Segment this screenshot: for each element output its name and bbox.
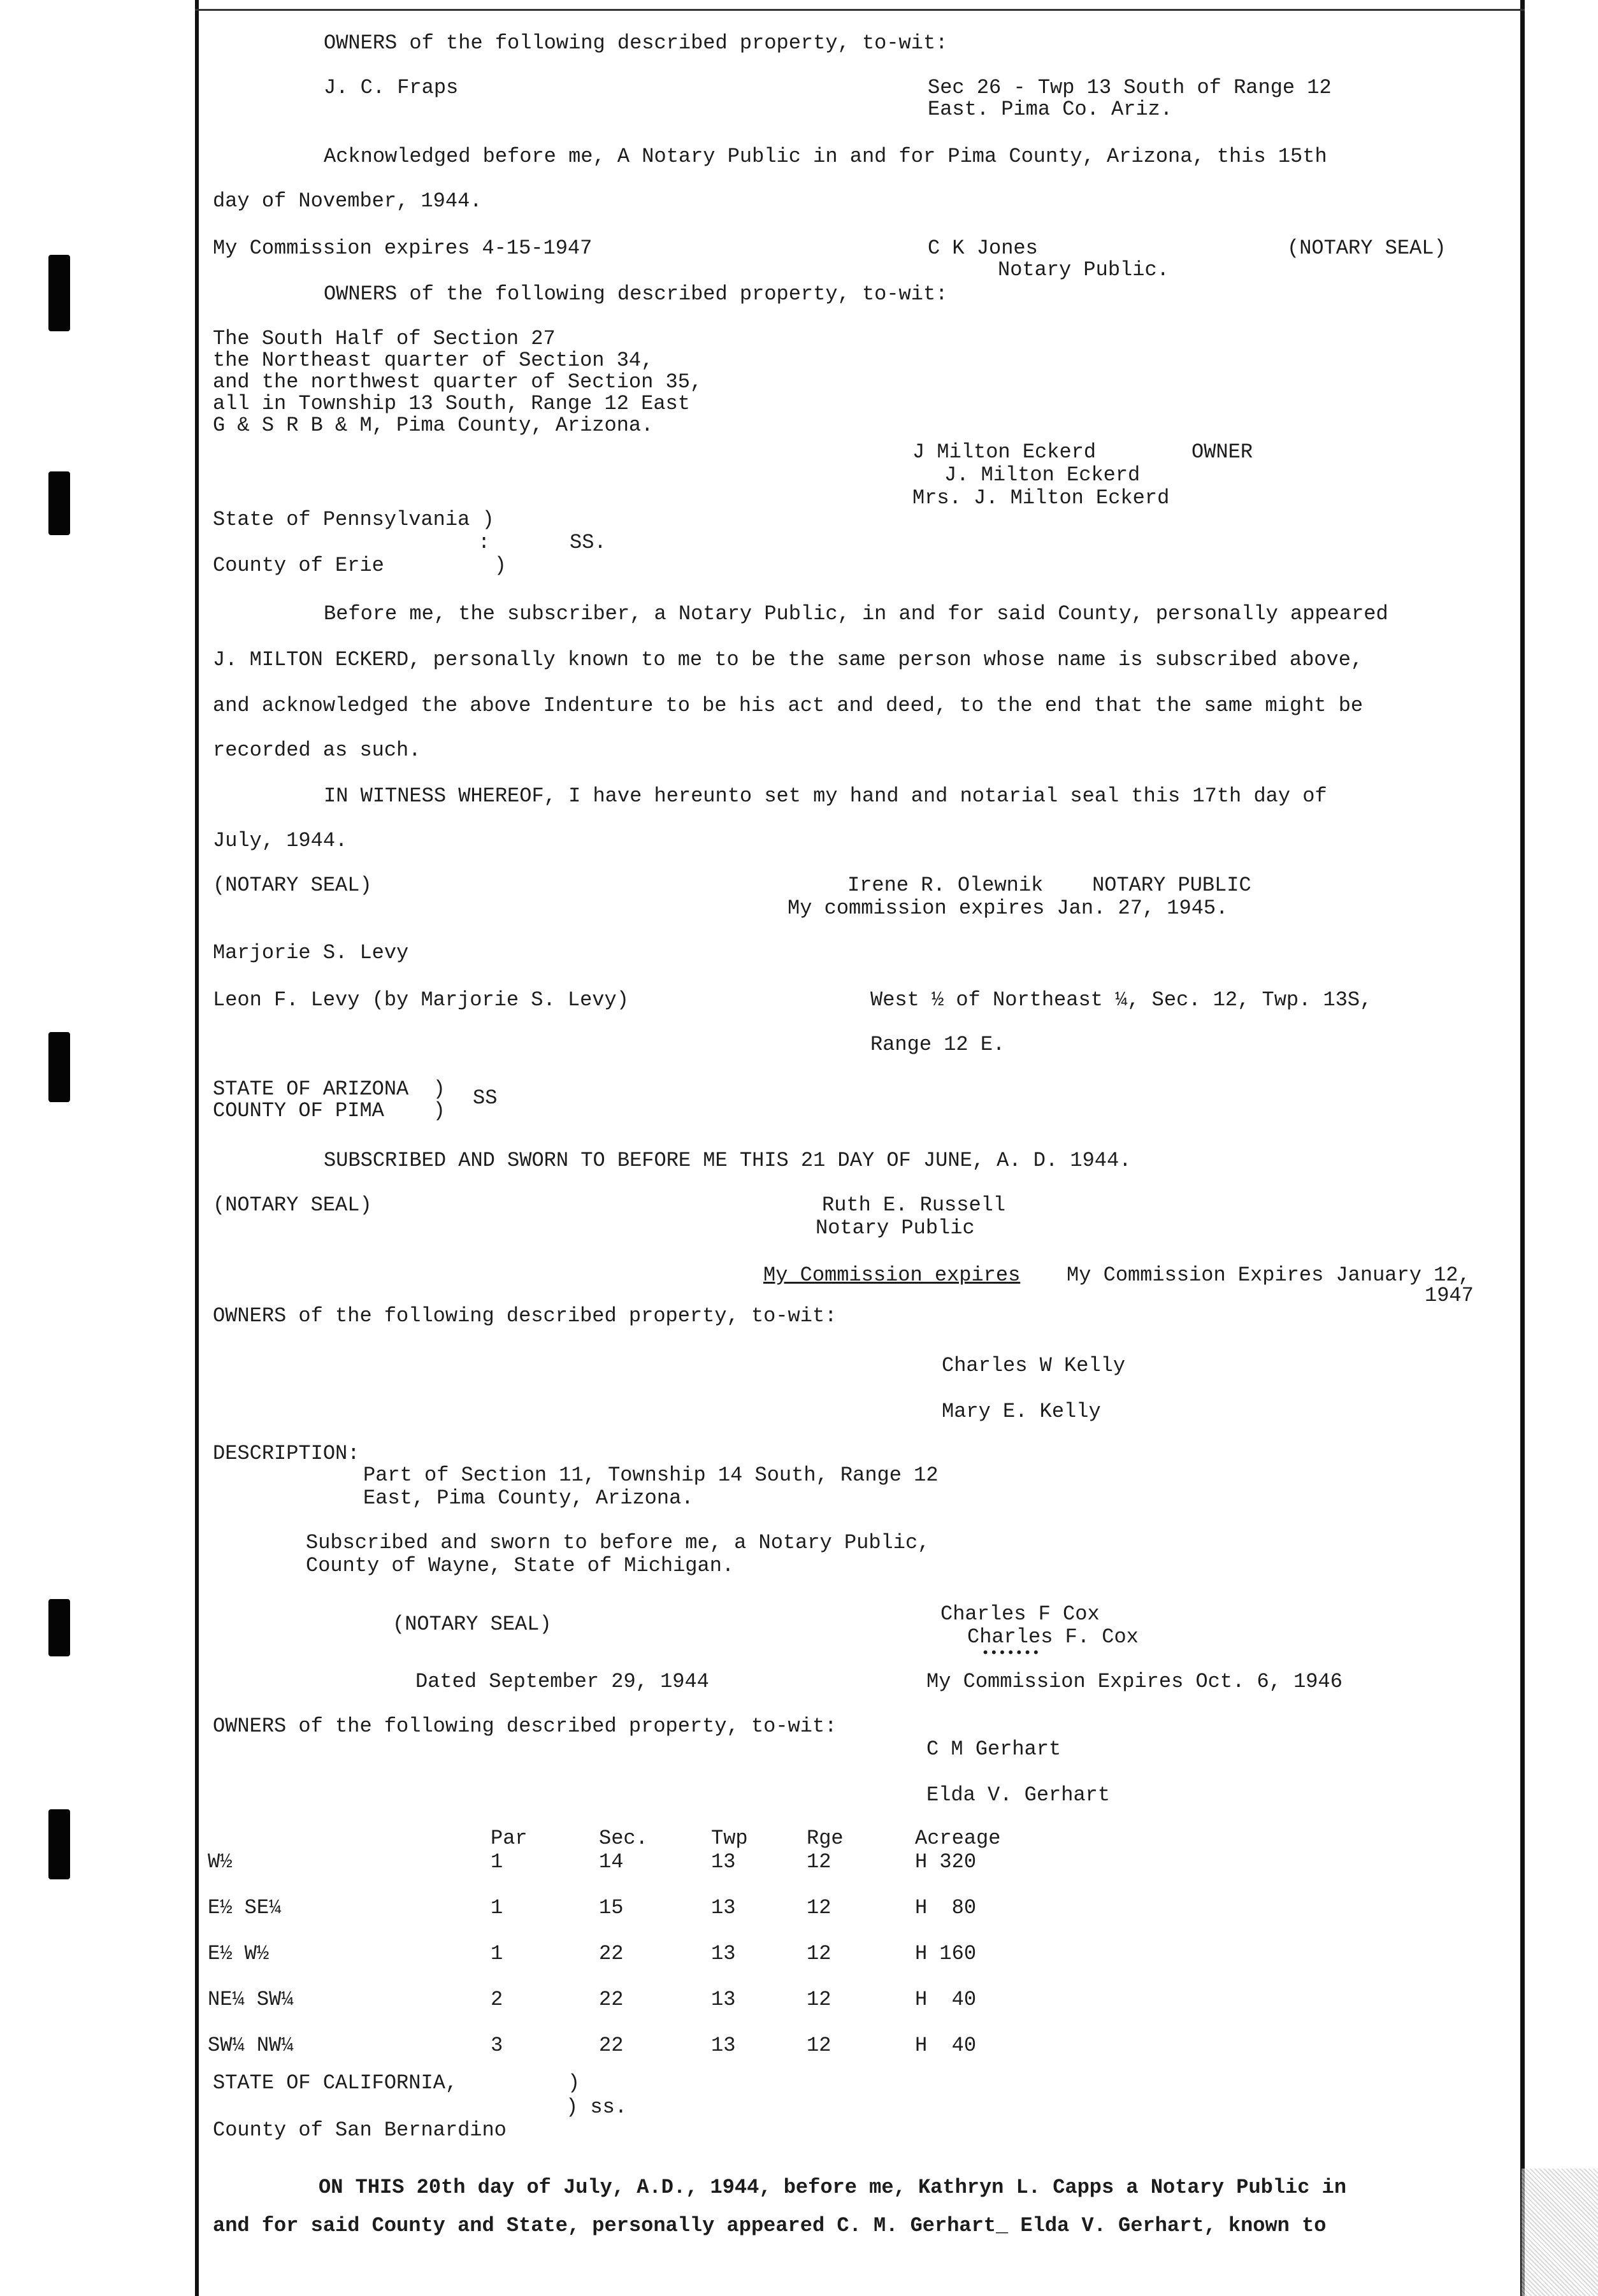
description-label: DESCRIPTION: bbox=[213, 1442, 360, 1465]
owners-heading: OWNERS of the following described property, to-wit: bbox=[324, 282, 948, 306]
parcel-par: 1 bbox=[491, 1896, 503, 1919]
commission-expiry: My Commission expires 4-15-1947 bbox=[213, 236, 593, 260]
venue-ss: SS. bbox=[570, 531, 607, 554]
sworn-statement: SUBSCRIBED AND SWORN TO BEFORE ME THIS 21 DAY OF JUNE, A. D. 1944. bbox=[324, 1149, 1132, 1172]
commission-expiry: My Commission Expires Oct. 6, 1946 bbox=[926, 1670, 1342, 1693]
property-description: Sec 26 - Twp 13 South of Range 12 bbox=[928, 76, 1332, 99]
parcel-range: 12 bbox=[807, 1850, 831, 1874]
table-row bbox=[208, 1850, 1074, 1874]
acknowledgment-text: day of November, 1944. bbox=[213, 189, 482, 213]
table-row bbox=[208, 2011, 1074, 2057]
dated-line: Dated September 29, 1944 bbox=[415, 1670, 709, 1693]
parcel-range: 12 bbox=[807, 1988, 831, 2011]
notary-signature: Irene R. Olewnik NOTARY PUBLIC bbox=[847, 873, 1251, 897]
venue-state: State of Pennsylvania ) bbox=[213, 508, 494, 531]
venue-state: STATE OF CALIFORNIA, ) bbox=[213, 2071, 580, 2095]
owner-name: Leon F. Levy (by Marjorie S. Levy) bbox=[213, 988, 629, 1012]
table-row bbox=[208, 1919, 1074, 1965]
owner-name: J. Milton Eckerd bbox=[944, 463, 1141, 487]
parcel-description: NE¼ SW¼ bbox=[208, 1988, 294, 2011]
acknowledgment-text: J. MILTON ECKERD, personally known to me to be the same person whose name is subscribed above, bbox=[213, 648, 1364, 671]
owner-name: C M Gerhart bbox=[926, 1737, 1062, 1761]
binder-punch-hole bbox=[48, 471, 70, 535]
parcel-township: 13 bbox=[711, 1988, 736, 2011]
acknowledgment-text: and for said County and State, personally appeared C. M. Gerhart_ Elda V. Gerhart, known to bbox=[213, 2214, 1327, 2237]
owner-name: Elda V. Gerhart bbox=[926, 1783, 1111, 1807]
column-header: Sec. bbox=[599, 1826, 648, 1850]
venue-county: County of San Bernardino bbox=[213, 2118, 507, 2142]
parcel-description: W½ bbox=[208, 1850, 233, 1874]
venue-state: STATE OF ARIZONA ) bbox=[213, 1077, 445, 1101]
witness-text: IN WITNESS WHEREOF, I have hereunto set my hand and notarial seal this 17th day of bbox=[324, 784, 1327, 808]
table-header-row bbox=[208, 1826, 1074, 1850]
binder-punch-hole bbox=[48, 1599, 70, 1656]
parcel-section: 22 bbox=[599, 2034, 624, 2057]
parcel-par: 1 bbox=[491, 1850, 503, 1874]
owners-heading: OWNERS of the following described property, to-wit: bbox=[213, 1714, 837, 1738]
notary-signature: Charles F Cox bbox=[940, 1602, 1100, 1626]
left-margin-rule bbox=[195, 0, 199, 2296]
owner-name: J. C. Fraps bbox=[324, 76, 459, 99]
owner-name: Marjorie S. Levy bbox=[213, 941, 409, 965]
signature-dots: ••••••• bbox=[981, 1646, 1040, 1661]
binder-punch-hole bbox=[48, 255, 70, 331]
notary-title: Notary Public. bbox=[998, 258, 1169, 282]
sworn-statement: County of Wayne, State of Michigan. bbox=[306, 1554, 735, 1577]
parcel-par: 3 bbox=[491, 2034, 503, 2057]
acknowledgment-text: ON THIS 20th day of July, A.D., 1944, before me, Kathryn L. Capps a Notary Public in bbox=[319, 2176, 1347, 2199]
right-margin-rule bbox=[1520, 0, 1525, 2296]
owner-name: Charles W Kelly bbox=[942, 1354, 1126, 1377]
property-description-line: and the northwest quarter of Section 35, bbox=[213, 370, 703, 394]
column-header: Rge bbox=[807, 1826, 844, 1850]
venue-county: COUNTY OF PIMA ) bbox=[213, 1099, 445, 1123]
parcel-range: 12 bbox=[807, 2034, 831, 2057]
table-row bbox=[208, 1874, 1074, 1919]
notary-name: Ruth E. Russell bbox=[822, 1193, 1006, 1217]
parcel-acreage: H 320 bbox=[915, 1850, 977, 1874]
notary-name: Charles F. Cox bbox=[967, 1625, 1139, 1649]
commission-expiry: My Commission Expires January 12, bbox=[1067, 1263, 1471, 1287]
notary-seal-label: (NOTARY SEAL) bbox=[213, 873, 372, 897]
column-header: Acreage bbox=[915, 1826, 1001, 1850]
parcel-acreage: H 40 bbox=[915, 1988, 977, 2011]
parcel-section: 15 bbox=[599, 1896, 624, 1919]
property-description-line: the Northeast quarter of Section 34, bbox=[213, 348, 654, 372]
owner-name: Mary E. Kelly bbox=[942, 1400, 1101, 1423]
acknowledgment-text: Before me, the subscriber, a Notary Public, in and for said County, personally appeared bbox=[324, 602, 1388, 626]
parcel-township: 13 bbox=[711, 2034, 736, 2057]
property-description: Part of Section 11, Township 14 South, Range 12 bbox=[363, 1463, 939, 1487]
commission-expiry: My commission expires Jan. 27, 1945. bbox=[788, 896, 1228, 920]
parcel-description: E½ SE¼ bbox=[208, 1896, 282, 1919]
notary-seal-label: (NOTARY SEAL) bbox=[1287, 236, 1446, 260]
parcel-township: 13 bbox=[711, 1942, 736, 1965]
sworn-statement: Subscribed and sworn to before me, a Notary Public, bbox=[306, 1531, 930, 1554]
parcel-township: 13 bbox=[711, 1896, 736, 1919]
acknowledgment-text: recorded as such. bbox=[213, 738, 421, 762]
parcel-range: 12 bbox=[807, 1896, 831, 1919]
notary-seal-label: (NOTARY SEAL) bbox=[213, 1193, 372, 1217]
column-header: Twp bbox=[711, 1826, 748, 1850]
parcel-par: 1 bbox=[491, 1942, 503, 1965]
parcel-description: SW¼ NW¼ bbox=[208, 2034, 294, 2057]
binder-punch-hole bbox=[48, 1032, 70, 1102]
acknowledgment-text: Acknowledged before me, A Notary Public in and for Pima County, Arizona, this 15th bbox=[324, 145, 1327, 168]
property-description: Range 12 E. bbox=[870, 1033, 1005, 1056]
parcel-section: 22 bbox=[599, 1942, 624, 1965]
venue-colon: : bbox=[478, 531, 491, 554]
venue-ss: ) ss. bbox=[566, 2095, 628, 2119]
parcel-acreage: H 160 bbox=[915, 1942, 977, 1965]
column-header bbox=[208, 1826, 491, 1850]
commission-year: 1947 bbox=[1425, 1284, 1474, 1307]
parcel-par: 2 bbox=[491, 1988, 503, 2011]
parcel-table bbox=[208, 1826, 1074, 2057]
owner-label: OWNER bbox=[1191, 440, 1253, 464]
scan-artifact bbox=[1522, 2169, 1598, 2296]
venue-ss: SS bbox=[473, 1086, 498, 1110]
commission-stamp-label: My Commission expires bbox=[763, 1263, 1021, 1287]
acknowledgment-text: and acknowledged the above Indenture to be his act and deed, to the end that the same might be bbox=[213, 694, 1364, 717]
parcel-description: E½ W½ bbox=[208, 1942, 270, 1965]
property-description-line: all in Township 13 South, Range 12 East bbox=[213, 392, 690, 415]
top-border-rule bbox=[195, 9, 1525, 11]
owner-signature: J Milton Eckerd bbox=[912, 440, 1097, 464]
parcel-acreage: H 80 bbox=[915, 1896, 977, 1919]
witness-text: July, 1944. bbox=[213, 829, 348, 852]
property-description-line: The South Half of Section 27 bbox=[213, 327, 556, 350]
parcel-township: 13 bbox=[711, 1850, 736, 1874]
notary-name: C K Jones bbox=[928, 236, 1038, 260]
parcel-range: 12 bbox=[807, 1942, 831, 1965]
owners-heading: OWNERS of the following described property, to-wit: bbox=[213, 1304, 837, 1328]
property-description: East, Pima County, Arizona. bbox=[363, 1486, 694, 1510]
owner-name: Mrs. J. Milton Eckerd bbox=[912, 486, 1170, 510]
parcel-section: 14 bbox=[599, 1850, 624, 1874]
parcel-section: 22 bbox=[599, 1988, 624, 2011]
notary-title: Notary Public bbox=[816, 1216, 975, 1240]
parcel-acreage: H 40 bbox=[915, 2034, 977, 2057]
property-description: West ½ of Northeast ¼, Sec. 12, Twp. 13S, bbox=[870, 988, 1372, 1012]
owners-heading: OWNERS of the following described property, to-wit: bbox=[324, 31, 948, 55]
binder-punch-hole bbox=[48, 1809, 70, 1879]
property-description-line: G & S R B & M, Pima County, Arizona. bbox=[213, 413, 654, 437]
column-header: Par bbox=[491, 1826, 528, 1850]
venue-county: County of Erie ) bbox=[213, 554, 507, 577]
table-row bbox=[208, 1965, 1074, 2011]
notary-seal-label: (NOTARY SEAL) bbox=[392, 1612, 552, 1636]
property-description: East. Pima Co. Ariz. bbox=[928, 97, 1173, 121]
